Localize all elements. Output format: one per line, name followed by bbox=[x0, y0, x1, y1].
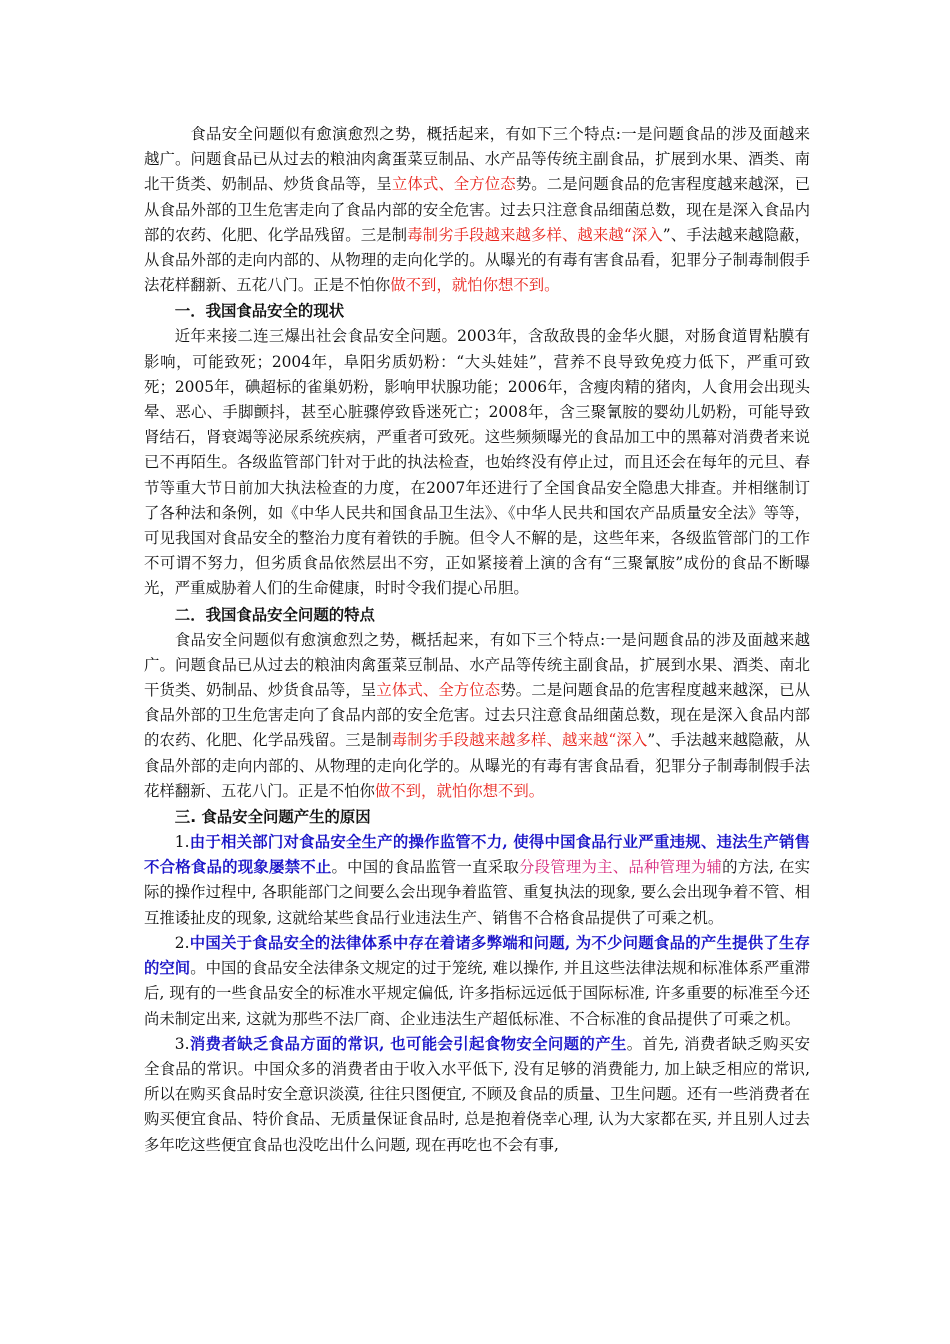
highlight-red: 毒制劣手段越来越多样、越来越“深入 bbox=[391, 731, 648, 750]
highlight-red: 立体式、全方位态 bbox=[376, 681, 501, 700]
highlight-red: 做不到，就怕你想不到。 bbox=[390, 276, 560, 295]
cause-paragraph-2 bbox=[144, 931, 810, 1032]
cause-paragraph-3 bbox=[144, 1032, 810, 1158]
intro-paragraph bbox=[144, 122, 810, 298]
highlight-magenta: 分段管理为主、品种管理为辅 bbox=[518, 858, 723, 877]
cause-paragraph-1 bbox=[144, 830, 810, 931]
item-number: 3. bbox=[174, 1034, 190, 1053]
section-heading-3: 三. 食品安全问题产生的原因 bbox=[174, 808, 371, 827]
highlight-red: 毒制劣手段越来越多样、越来越“深入 bbox=[407, 225, 663, 244]
highlight-red: 做不到，就怕你想不到。 bbox=[374, 781, 545, 800]
text-run: 。中国的食品监管一直采取 bbox=[331, 858, 519, 877]
section-heading-2: 二．我国食品安全问题的特点 bbox=[174, 605, 375, 624]
highlight-blue: 消费者缺乏食品方面的常识, 也可能会引起食物安全问题的产生 bbox=[189, 1034, 627, 1053]
text-run: 食品安全问题似有愈演愈烈之势，概括起来，有如下三个特点:一是问题食品的涉及面越来越广。问题食品已从过去的粮油肉禽蛋菜豆制品、水产品等传统主副食品，扩展到水果、酒类、南北干货类、奶制品、炒货食品等，呈 bbox=[144, 125, 810, 194]
text-run: ”、手法越来越隐蔽，从食品外部的走向内部的、从物理的走向化学的。从曝光的有毒有害食品看，犯罪分子制毒制假手法花样翻新、五花八门。正是不怕你 bbox=[144, 225, 810, 295]
section-heading-1: 一．我国食品安全的现状 bbox=[174, 302, 345, 321]
highlight-blue: 由于相关部门对食品安全生产的操作监管不力, 使得中国食品行业严重违规、违法生产销售不合格食品的现象屡禁不止 bbox=[144, 833, 810, 877]
status-paragraph: 近年来接二连三爆出社会食品安全问题。2003年，含敌敌畏的金华火腿，对肠食道胃粘膜有影响，可能致死；2004年，阜阳劣质奶粉：“大头娃娃”，营养不良导致免疫力低下，严重可致死；2005年，碘超标的雀巢奶粉，影响甲状腺功能；2006年，含瘦肉精的猪肉，人食用会出现头晕、恶心、手脚颤抖，甚至心脏骤停致昏迷死亡；2008年，含三聚氰胺的婴幼儿奶粉，可能导致肾结石，肾衰竭等泌尿系统疾病，严重者可致死。这些频频曝光的食品加工中的黑幕对消费者来说已不再陌生。各级监管部门针对于此的执法检查，也始终没有停止过，而且还会在每年的元旦、春节等重大节日前加大执法检查的力度，在2007年还进行了全国食品安全隐患大排查。并相继制订了各种法和条例，如《中华人民共和国食品卫生法》、《中华人民共和国农产品质量安全法》等等，可见我国对食品安全的整治力度有着铁的手腕。但令人不解的是，这些年来，各级监管部门的工作不可谓不努力，但劣质食品依然层出不穷，正如紧接着上演的含有“三聚氰胺”成份的食品不断曝光，严重威胁着人们的生命健康，时时令我们提心吊胆。 bbox=[144, 327, 810, 598]
text-run: 势。二是问题食品的危害程度越来越深，已从食品外部的卫生危害走向了食品内部的安全危害。过去只注意食品细菌总数，现在是深入食品内部的农药、化肥、化学品残留。三是制 bbox=[144, 175, 810, 244]
text-run: 。首先, 消费者缺乏购买安全食品的常识。中国众多的消费者由于收入水平低下, 没有足够的消费能力, 加上缺乏相应的常识, 所以在购买食品时安全意识淡漠, 往往只图便宜, 不顾及食品的质量、卫生问题。还有一些消费者在购买便宜食品、特价食品、无质量保证食品时, 总是抱着侥幸心理, 认为大家都在买, 并且别人过去多年吃这些便宜食品也没吃出什么问题, 现在再吃也不会有事, bbox=[144, 1034, 810, 1154]
text-run: 势。二是问题食品的危害程度越来越深，已从食品外部的卫生危害走向了食品内部的安全危害。过去只注意食品细菌总数，现在是深入食品内部的农药、化肥、化学品残留。三是制 bbox=[144, 681, 810, 750]
item-number: 1. bbox=[174, 833, 190, 852]
text-run: ”、手法越来越隐蔽，从食品外部的走向内部的、从物理的走向化学的。从曝光的有毒有害食品看，犯罪分子制毒制假手法花样翻新、五花八门。正是不怕你 bbox=[144, 731, 810, 800]
highlight-blue: 中国关于食品安全的法律体系中存在着诸多弊端和问题, 为不少问题食品的产生提供了生存的空间 bbox=[144, 933, 810, 978]
text-run: 。中国的食品安全法律条文规定的过于笼统, 难以操作, 并且这些法律法规和标准体系严重滞后, 现有的一些食品安全的标准水平规定偏低, 许多指标远远低于国际标准, 许多重要的标准至今还尚未制定出来, 这就为那些不法厂商、企业违法生产超低标准、不合标准的食品提供了可乘之机。 bbox=[144, 959, 810, 1028]
text-run: 的方法, 在实际的操作过程中, 各职能部门之间要么会出现争着监管、重复执法的现象, 要么会出现争着不管、相互推诿扯皮的现象, 这就给某些食品行业违法生产、销售不合格食品提供了可乘之机。 bbox=[144, 858, 810, 927]
features-paragraph bbox=[144, 628, 810, 804]
item-number: 2. bbox=[174, 933, 190, 952]
document-page bbox=[144, 122, 810, 1158]
highlight-red: 立体式、全方位态 bbox=[391, 175, 516, 194]
text-run: 食品安全问题似有愈演愈烈之势，概括起来，有如下三个特点:一是问题食品的涉及面越来越广。问题食品已从过去的粮油肉禽蛋菜豆制品、水产品等传统主副食品，扩展到水果、酒类、南北干货类、奶制品、炒货食品等，呈 bbox=[144, 630, 810, 700]
